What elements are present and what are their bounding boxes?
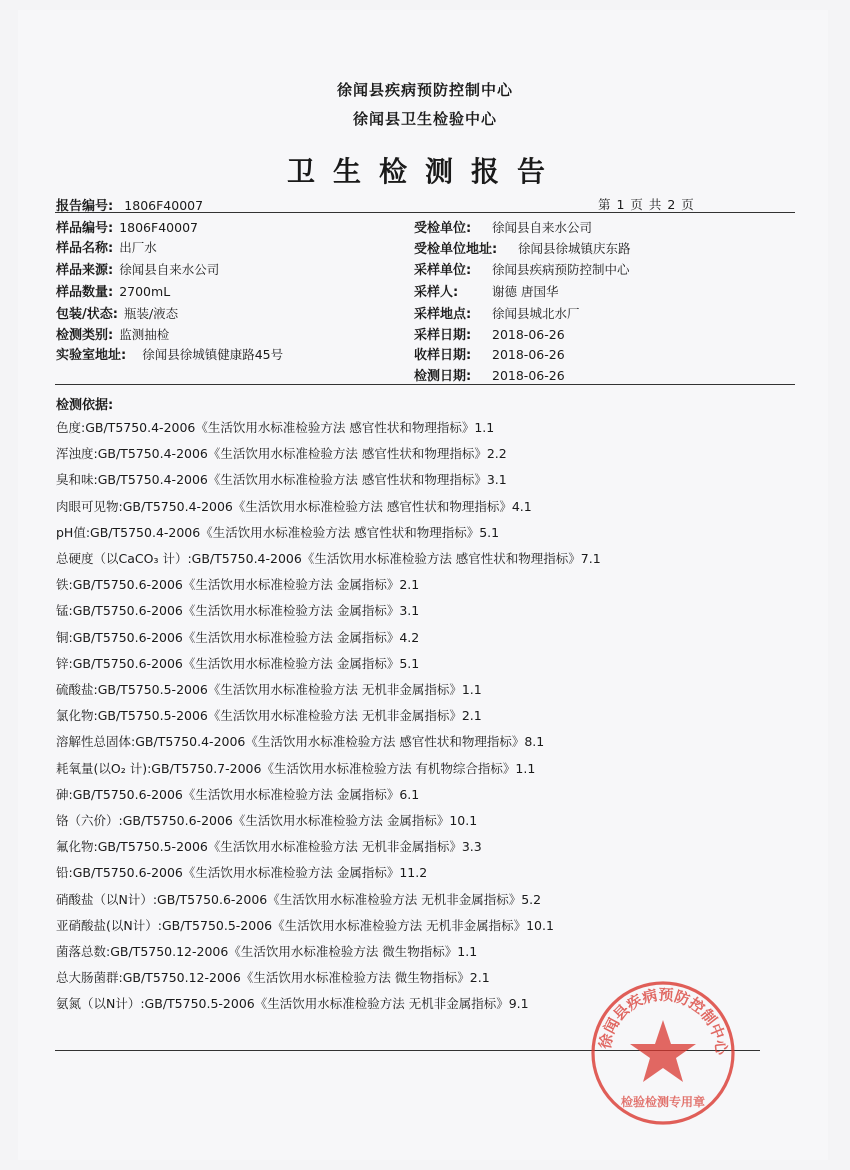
svg-text:徐闻县疾病预防控制中心: 徐闻县疾病预防控制中心 — [595, 985, 731, 1056]
basis-heading: 检测依据: — [56, 398, 114, 413]
field-label: 受检单位地址: — [414, 242, 498, 257]
field-label: 检测类别: — [56, 328, 114, 343]
page-info: 第 1 页 共 2 页 — [598, 197, 695, 212]
basis-item: 砷:GB/T5750.6-2006《生活饮用水标准检验方法 金属指标》6.1 — [56, 787, 420, 802]
field-value: 徐闻县疾病预防控制中心 — [492, 262, 630, 277]
field-value: 谢德 唐国华 — [492, 284, 559, 299]
field-label: 样品数量: — [56, 285, 114, 300]
field-label: 包装/状态: — [56, 307, 118, 322]
basis-item: 浑浊度:GB/T5750.4-2006《生活饮用水标准检验方法 感官性状和物理指标》2.2 — [56, 446, 507, 461]
basis-item: pH值:GB/T5750.4-2006《生活饮用水标准检验方法 感官性状和物理指标》5.1 — [56, 525, 500, 540]
basis-item: 亚硝酸盐(以N计）:GB/T5750.5-2006《生活饮用水标准检验方法 无机非金属指标》10.1 — [56, 918, 554, 933]
field-row-left — [56, 217, 198, 236]
basis-item: 菌落总数:GB/T5750.12-2006《生活饮用水标准检验方法 微生物指标》1.1 — [56, 944, 478, 959]
basis-item: 氨氮（以N计）:GB/T5750.5-2006《生活饮用水标准检验方法 无机非金属指标》9.1 — [56, 996, 529, 1011]
field-label: 收样日期: — [414, 348, 472, 363]
field-value: 监测抽检 — [119, 327, 170, 342]
field-row-right — [414, 324, 565, 343]
field-value: 徐闻县徐城镇健康路45号 — [142, 347, 284, 362]
field-label: 采样人: — [414, 285, 459, 300]
field-value: 徐闻县徐城镇庆东路 — [518, 241, 631, 256]
field-row-right — [414, 281, 558, 300]
basis-item: 耗氧量(以O₂ 计):GB/T5750.7-2006《生活饮用水标准检验方法 有机物综合指标》1.1 — [56, 761, 536, 776]
basis-item: 铁:GB/T5750.6-2006《生活饮用水标准检验方法 金属指标》2.1 — [56, 577, 420, 592]
field-row-left — [56, 259, 219, 278]
field-value: 徐闻县城北水厂 — [492, 306, 580, 321]
field-value: 2018-06-26 — [492, 327, 565, 342]
field-row-right — [414, 217, 592, 236]
report-title: 卫生检测报告 — [286, 155, 563, 188]
field-value: 2018-06-26 — [492, 368, 565, 383]
basis-item: 铬（六价）:GB/T5750.6-2006《生活饮用水标准检验方法 金属指标》10.1 — [56, 813, 478, 828]
basis-item: 硫酸盐:GB/T5750.5-2006《生活饮用水标准检验方法 无机非金属指标》1.1 — [56, 682, 482, 697]
field-value: 出厂水 — [119, 240, 157, 255]
field-label: 采样地点: — [414, 307, 472, 322]
field-label: 采样单位: — [414, 263, 472, 278]
basis-item: 硝酸盐（以N计）:GB/T5750.6-2006《生活饮用水标准检验方法 无机非金属指标》5.2 — [56, 892, 542, 907]
field-row-left — [56, 344, 283, 363]
official-seal-stamp — [588, 978, 738, 1128]
field-label: 检测日期: — [414, 369, 472, 384]
field-row-right — [414, 259, 630, 278]
field-label: 受检单位: — [414, 221, 472, 236]
basis-item: 总硬度（以CaCO₃ 计）:GB/T5750.4-2006《生活饮用水标准检验方法 感官性状和物理指标》7.1 — [56, 551, 601, 566]
field-row-right — [414, 303, 580, 322]
info-rule — [55, 384, 795, 385]
basis-item: 肉眼可见物:GB/T5750.4-2006《生活饮用水标准检验方法 感官性状和物理指标》4.1 — [56, 499, 532, 514]
basis-item: 色度:GB/T5750.4-2006《生活饮用水标准检验方法 感官性状和物理指标》1.1 — [56, 420, 495, 435]
report-number-label: 报告编号: — [56, 199, 114, 214]
basis-item: 锌:GB/T5750.6-2006《生活饮用水标准检验方法 金属指标》5.1 — [56, 656, 420, 671]
basis-item: 铜:GB/T5750.6-2006《生活饮用水标准检验方法 金属指标》4.2 — [56, 630, 420, 645]
header-rule — [55, 212, 795, 213]
basis-item: 氯化物:GB/T5750.5-2006《生活饮用水标准检验方法 无机非金属指标》2.1 — [56, 708, 482, 723]
field-label: 样品名称: — [56, 241, 114, 256]
basis-item: 臭和味:GB/T5750.4-2006《生活饮用水标准检验方法 感官性状和物理指标》3.1 — [56, 472, 507, 487]
report-number-value: 1806F40007 — [124, 198, 204, 213]
field-value: 2018-06-26 — [492, 347, 565, 362]
field-value: 徐闻县自来水公司 — [119, 262, 220, 277]
org-name-line1: 徐闻县疾病预防控制中心 — [336, 81, 513, 99]
field-row-right — [414, 365, 565, 384]
field-row-right — [414, 238, 631, 257]
basis-item: 铅:GB/T5750.6-2006《生活饮用水标准检验方法 金属指标》11.2 — [56, 865, 428, 880]
basis-item: 溶解性总固体:GB/T5750.4-2006《生活饮用水标准检验方法 感官性状和物理指标》8.1 — [56, 734, 545, 749]
org-name-line2: 徐闻县卫生检验中心 — [352, 110, 497, 128]
basis-item: 氟化物:GB/T5750.5-2006《生活饮用水标准检验方法 无机非金属指标》3.3 — [56, 839, 482, 854]
basis-item: 锰:GB/T5750.6-2006《生活饮用水标准检验方法 金属指标》3.1 — [56, 603, 420, 618]
field-row-left — [56, 237, 157, 256]
field-value: 2700mL — [119, 284, 171, 299]
field-row-left — [56, 281, 170, 300]
field-row-right — [414, 344, 565, 363]
field-value: 1806F40007 — [119, 220, 198, 235]
field-label: 实验室地址: — [56, 348, 127, 363]
field-label: 样品来源: — [56, 263, 114, 278]
basis-item: 总大肠菌群:GB/T5750.12-2006《生活饮用水标准检验方法 微生物指标》2.1 — [56, 970, 490, 985]
field-value: 瓶装/液态 — [123, 306, 179, 321]
svg-text:检验检测专用章: 检验检测专用章 — [620, 1095, 706, 1109]
field-label: 采样日期: — [414, 328, 472, 343]
field-row-left — [56, 303, 178, 322]
field-row-left — [56, 324, 169, 343]
field-value: 徐闻县自来水公司 — [492, 220, 593, 235]
field-label: 样品编号: — [56, 221, 114, 236]
